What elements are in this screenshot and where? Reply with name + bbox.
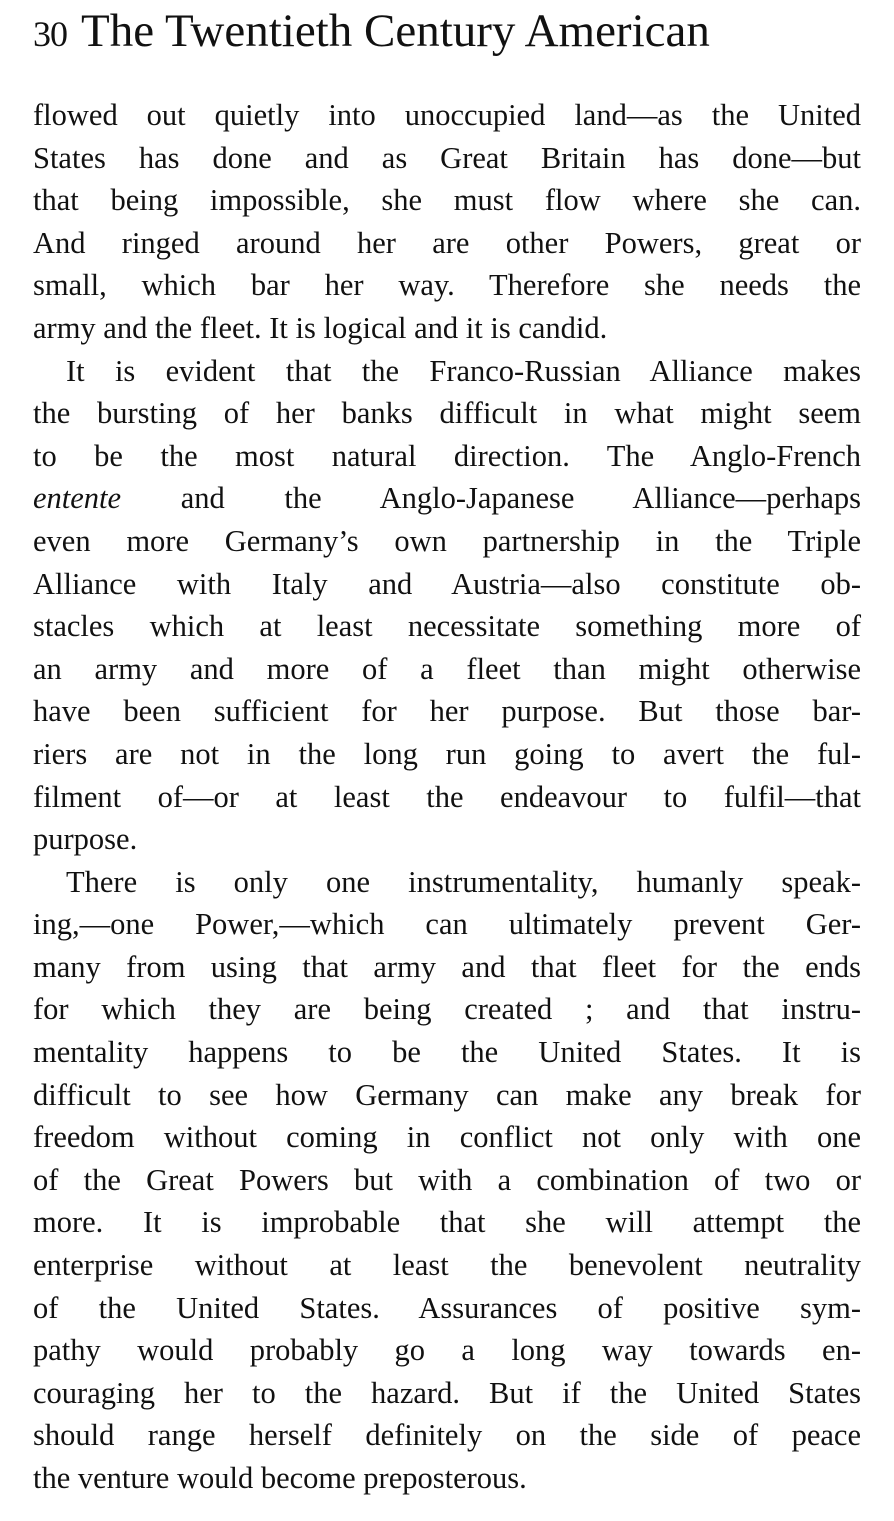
text-line: the bursting of her banks difficult in what might seem [33, 396, 861, 431]
text-line: There is only one instrumentality, humanly speak- [66, 864, 861, 899]
text-line: couraging her to the hazard. But if the United States [33, 1375, 861, 1410]
text-line: that being impossible, she must flow where she can. [33, 183, 861, 218]
text-line: army and the fleet. It is logical and it is candid. [33, 310, 608, 345]
italic-word: entente [33, 481, 122, 516]
text-line: filment of—or at least the endeavour to fulfil—that [33, 779, 861, 814]
text-line: And ringed around her are other Powers, great or [33, 225, 861, 260]
text-line: to be the most natural direction. The Anglo-French [33, 438, 861, 473]
text-line: should range herself definitely on the side of peace [33, 1418, 861, 1453]
page-number: 30 [33, 14, 67, 54]
text-line: pathy would probably go a long way towards en- [33, 1333, 861, 1368]
text-line: freedom without coming in conflict not only with one [33, 1120, 861, 1155]
text-line: mentality happens to be the United States. It is [33, 1035, 861, 1070]
text-line: It is evident that the Franco-Russian Alliance makes [66, 353, 861, 388]
text-line: of the Great Powers but with a combination of two or [33, 1162, 861, 1197]
text-line: stacles which at least necessitate something more of [33, 609, 861, 644]
text-line: purpose. [33, 822, 138, 857]
paragraph [33, 861, 861, 1500]
text-line: of the United States. Assurances of positive sym- [33, 1290, 861, 1325]
text-line: enterprise without at least the benevolent neutrality [33, 1248, 861, 1283]
text-line: riers are not in the long run going to avert the ful- [33, 736, 861, 771]
text-line: ing,—one Power,—which can ultimately prevent Ger- [33, 907, 861, 942]
text-line: small, which bar her way. Therefore she needs the [33, 268, 861, 303]
page-header [33, 4, 861, 56]
text-line: more. It is improbable that she will attempt the [33, 1205, 861, 1240]
text-line: the venture would become preposterous. [33, 1461, 527, 1495]
paragraph [33, 350, 861, 861]
text-line: Alliance with Italy and Austria—also constitute ob- [33, 566, 861, 601]
text-line: even more Germany’s own partnership in the Triple [33, 523, 861, 558]
text-line: many from using that army and that fleet for the ends [33, 949, 861, 984]
text-line: difficult to see how Germany can make any break for [33, 1077, 861, 1112]
running-title: The Twentieth Century American [81, 5, 710, 57]
paragraph [33, 94, 861, 350]
text-line: an army and more of a fleet than might otherwise [33, 651, 861, 686]
text-line: have been sufficient for her purpose. But those bar- [33, 694, 861, 729]
text-line: entente and the Anglo-Japanese Alliance—perhaps [33, 481, 861, 516]
body-text [33, 94, 861, 1500]
text-line: flowed out quietly into unoccupied land—as the United [33, 98, 861, 132]
text-line: States has done and as Great Britain has done—but [33, 140, 861, 175]
text-line: for which they are being created ; and that instru- [33, 992, 861, 1027]
